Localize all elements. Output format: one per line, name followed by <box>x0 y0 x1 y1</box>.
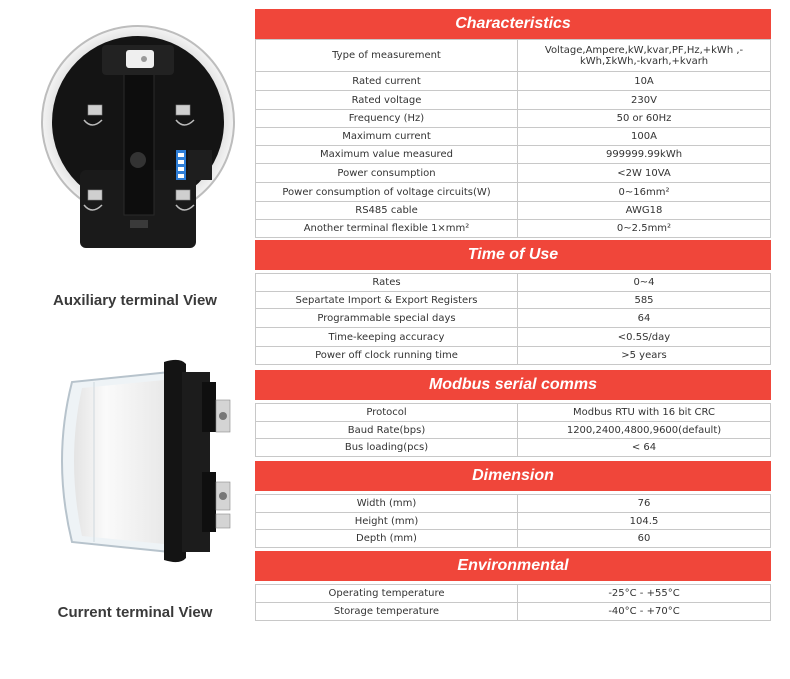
table-row <box>256 404 771 422</box>
spec-value: < 64 <box>518 439 771 457</box>
table-row <box>256 110 771 128</box>
section-header-characteristics: Characteristics <box>255 9 771 39</box>
spec-label: Maximum value measured <box>256 146 518 164</box>
table-row <box>256 128 771 146</box>
auxiliary-terminal-caption: Auxiliary terminal View <box>53 292 217 309</box>
spec-label: Rates <box>256 274 518 292</box>
spec-value: Modbus RTU with 16 bit CRC <box>518 404 771 422</box>
spec-value: 64 <box>518 309 771 328</box>
spec-value: >5 years <box>518 347 771 365</box>
spec-label: RS485 cable <box>256 202 518 220</box>
table-row <box>256 164 771 183</box>
spec-table-characteristics <box>255 39 771 238</box>
spec-table-modbus <box>255 403 771 457</box>
spec-value: 100A <box>518 128 771 146</box>
table-row <box>256 146 771 164</box>
spec-value: 1200,2400,4800,9600(default) <box>518 422 771 439</box>
spec-value: -25°C - +55°C <box>518 585 771 603</box>
spec-label: Power consumption of voltage circuits(W) <box>256 183 518 202</box>
section-header-dimension: Dimension <box>255 461 771 491</box>
table-row <box>256 202 771 220</box>
current-terminal-image <box>52 352 244 568</box>
spec-label: Maximum current <box>256 128 518 146</box>
spec-label: Operating temperature <box>256 585 518 603</box>
spec-value: Voltage,Ampere,kW,kvar,PF,Hz,+kWh ,-kWh,ΣkWh,-kvarh,+kvarh <box>518 40 771 72</box>
spec-value: -40°C - +70°C <box>518 603 771 621</box>
table-row <box>256 495 771 513</box>
spec-table-environmental <box>255 584 771 621</box>
table-row <box>256 72 771 91</box>
section-header-time-of-use: Time of Use <box>255 240 771 270</box>
spec-label: Rated voltage <box>256 91 518 110</box>
table-row <box>256 347 771 365</box>
section-header-modbus: Modbus serial comms <box>255 370 771 400</box>
table-row <box>256 530 771 548</box>
section-header-environmental: Environmental <box>255 551 771 581</box>
current-terminal-caption: Current terminal View <box>57 604 213 621</box>
spec-label: Rated current <box>256 72 518 91</box>
table-row <box>256 292 771 309</box>
spec-table-time-of-use <box>255 273 771 365</box>
table-row <box>256 439 771 457</box>
table-row <box>256 513 771 530</box>
table-row <box>256 603 771 621</box>
spec-table-dimension <box>255 494 771 548</box>
spec-value: <2W 10VA <box>518 164 771 183</box>
spec-value: 50 or 60Hz <box>518 110 771 128</box>
product-views <box>0 0 250 679</box>
table-row <box>256 585 771 603</box>
table-row <box>256 220 771 238</box>
table-row <box>256 183 771 202</box>
spec-value: 0~4 <box>518 274 771 292</box>
spec-value: 60 <box>518 530 771 548</box>
spec-value: 0~2.5mm² <box>518 220 771 238</box>
spec-label: Bus loading(pcs) <box>256 439 518 457</box>
spec-label: Frequency (Hz) <box>256 110 518 128</box>
spec-label: Programmable special days <box>256 309 518 328</box>
spec-label: Power consumption <box>256 164 518 183</box>
spec-label: Power off clock running time <box>256 347 518 365</box>
spec-value: 230V <box>518 91 771 110</box>
table-row <box>256 422 771 439</box>
spec-label: Separtate Import & Export Registers <box>256 292 518 309</box>
spec-label: Depth (mm) <box>256 530 518 548</box>
spec-value: 10A <box>518 72 771 91</box>
spec-value: <0.5S/day <box>518 328 771 347</box>
spec-value: 0~16mm² <box>518 183 771 202</box>
spec-label: Height (mm) <box>256 513 518 530</box>
table-row <box>256 309 771 328</box>
spec-label: Storage temperature <box>256 603 518 621</box>
spec-value: 104.5 <box>518 513 771 530</box>
table-row <box>256 274 771 292</box>
spec-label: Type of measurement <box>256 40 518 72</box>
spec-label: Width (mm) <box>256 495 518 513</box>
table-row <box>256 91 771 110</box>
table-row <box>256 328 771 347</box>
spec-label: Protocol <box>256 404 518 422</box>
spec-value: 76 <box>518 495 771 513</box>
spec-label: Another terminal flexible 1×mm² <box>256 220 518 238</box>
spec-label: Time-keeping accuracy <box>256 328 518 347</box>
spec-value: 585 <box>518 292 771 309</box>
spec-label: Baud Rate(bps) <box>256 422 518 439</box>
spec-value: 999999.99kWh <box>518 146 771 164</box>
table-row <box>256 40 771 72</box>
auxiliary-terminal-image <box>40 10 236 250</box>
spec-value: AWG18 <box>518 202 771 220</box>
